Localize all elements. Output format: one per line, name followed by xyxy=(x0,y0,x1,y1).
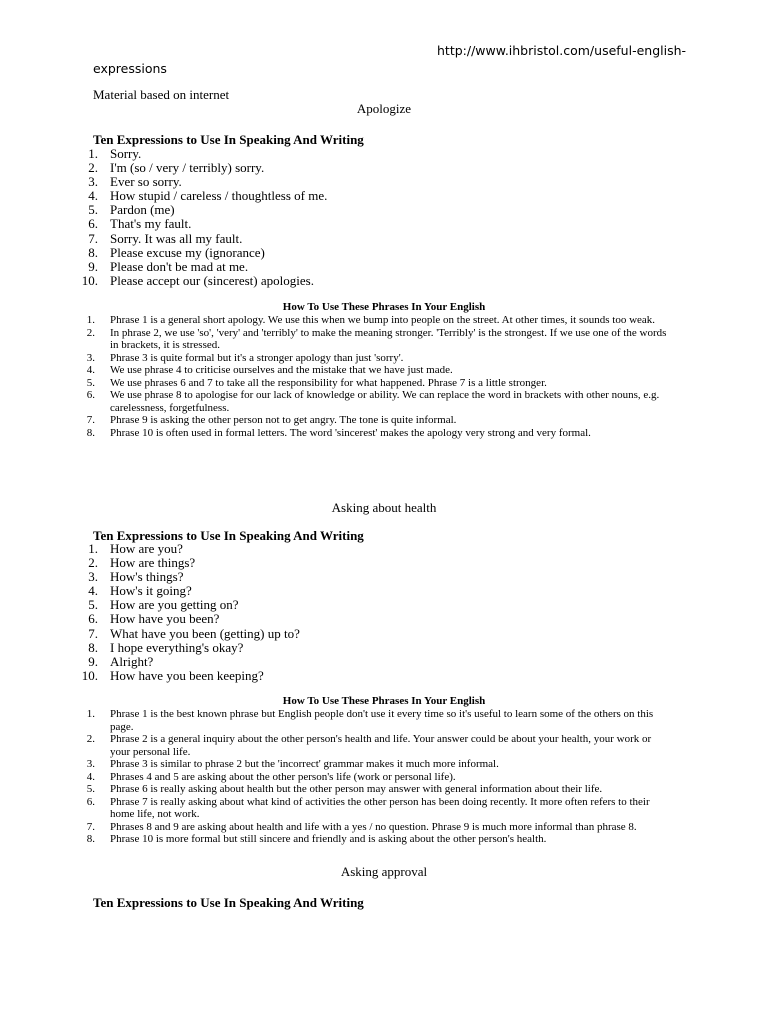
list-item: 2. Phrase 2 is a general inquiry about the other person's health and life. Your answer could be about your health, your work or your personal life. xyxy=(86,733,652,758)
list-item: 4. Phrases 4 and 5 are asking about the other person's life (work or personal life). xyxy=(86,770,456,783)
list-item: 7. Sorry. It was all my fault. xyxy=(88,230,243,246)
list-item: 3. How's things? xyxy=(88,569,184,585)
list-item: 9. Alright? xyxy=(88,653,154,669)
apologize-usage-list xyxy=(80,314,672,439)
section-title-asking-approval: Asking approval xyxy=(340,864,428,879)
expressions-heading: Ten Expressions to Use In Speaking And Writing xyxy=(93,528,364,543)
health-phrase-list xyxy=(80,542,680,683)
list-item: 1. How are you? xyxy=(88,541,183,556)
list-item: 8. Please excuse my (ignorance) xyxy=(88,244,265,260)
list-item: 1. Phrase 1 is the best known phrase but English people don't use it every time so it's useful to learn some of the others on this page. xyxy=(86,708,654,733)
list-item: 10. Please accept our (sincerest) apologies. xyxy=(81,272,314,288)
list-item: 6. Phrase 7 is really asking about what kind of activities the other person has been doing recently. It more often refers to their home life, not work. xyxy=(86,795,650,820)
list-item: 4. We use phrase 4 to criticise ourselves and the mistake that we have just made. xyxy=(86,364,453,376)
list-item: 8. Phrase 10 is more formal but still sincere and friendly and is asking about the other person's health. xyxy=(86,833,547,845)
list-item: 4. How's it going? xyxy=(88,583,192,599)
usage-heading: How To Use These Phrases In Your English xyxy=(282,695,486,707)
list-item: 5. How are you getting on? xyxy=(88,597,239,613)
source-url: http://www.ihbristol.com/useful-english- xyxy=(437,43,687,58)
material-note: Material based on internet xyxy=(93,87,230,102)
list-item: 1. Phrase 1 is a general short apology. We use this when we bump into people on the street. At other times, it sounds too weak. xyxy=(86,314,656,326)
list-item: 2. In phrase 2, we use 'so', 'very' and 'terribly' to make the meaning stronger. 'Terribly' is the strongest. If we use one of the words in brackets, it is stressed. xyxy=(86,326,667,351)
expressions-heading: Ten Expressions to Use In Speaking And Writing xyxy=(93,895,364,910)
list-item: 6. We use phrase 8 to apologise for our lack of knowledge or ability. We can replace the word in brackets with other nouns, e.g. carelessness, forgetfulness. xyxy=(86,389,660,414)
list-item: 5. We use phrases 6 and 7 to take all the responsibility for what happened. Phrase 7 is a little stronger. xyxy=(86,376,547,389)
list-item: 5. Phrase 6 is really asking about health but the other person may answer with general information about their life. xyxy=(86,783,603,795)
health-usage-list xyxy=(80,708,672,846)
list-item: 2. How are things? xyxy=(88,555,196,571)
list-item: 7. What have you been (getting) up to? xyxy=(88,625,300,641)
list-item: 5. Pardon (me) xyxy=(88,202,175,218)
expressions-heading: Ten Expressions to Use In Speaking And Writing xyxy=(93,132,364,147)
list-item: 6. How have you been? xyxy=(88,611,220,627)
list-item: 3. Phrase 3 is similar to phrase 2 but the 'incorrect' grammar makes it much more informal. xyxy=(86,758,499,770)
list-item: 3. Phrase 3 is quite formal but it's a stronger apology than just 'sorry'. xyxy=(86,351,404,364)
source-url-continued: expressions xyxy=(93,61,167,76)
list-item: 6. That's my fault. xyxy=(88,216,192,232)
list-item: 8. Phrase 10 is often used in formal letters. The word 'sincerest' makes the apology very strong and very formal. xyxy=(86,426,591,439)
list-item: 7. Phrase 9 is asking the other person not to get angry. The tone is quite informal. xyxy=(86,414,457,426)
section-title-apologize: Apologize xyxy=(356,101,412,116)
list-item: 2. I'm (so / very / terribly) sorry. xyxy=(88,160,265,176)
list-item: 1. Sorry. xyxy=(88,146,142,161)
usage-heading: How To Use These Phrases In Your English xyxy=(282,301,486,313)
list-item: 9. Please don't be mad at me. xyxy=(88,258,249,274)
list-item: 10. How have you been keeping? xyxy=(81,667,264,683)
list-item: 3. Ever so sorry. xyxy=(88,174,182,190)
list-item: 8. I hope everything's okay? xyxy=(88,639,244,655)
section-title-asking-about-health: Asking about health xyxy=(331,500,437,515)
list-item: 4. How stupid / careless / thoughtless of me. xyxy=(88,188,328,204)
apologize-phrase-list xyxy=(80,147,680,288)
list-item: 7. Phrases 8 and 9 are asking about health and life with a yes / no question. Phrase 9 is much more informal than phrase 8. xyxy=(86,820,637,833)
